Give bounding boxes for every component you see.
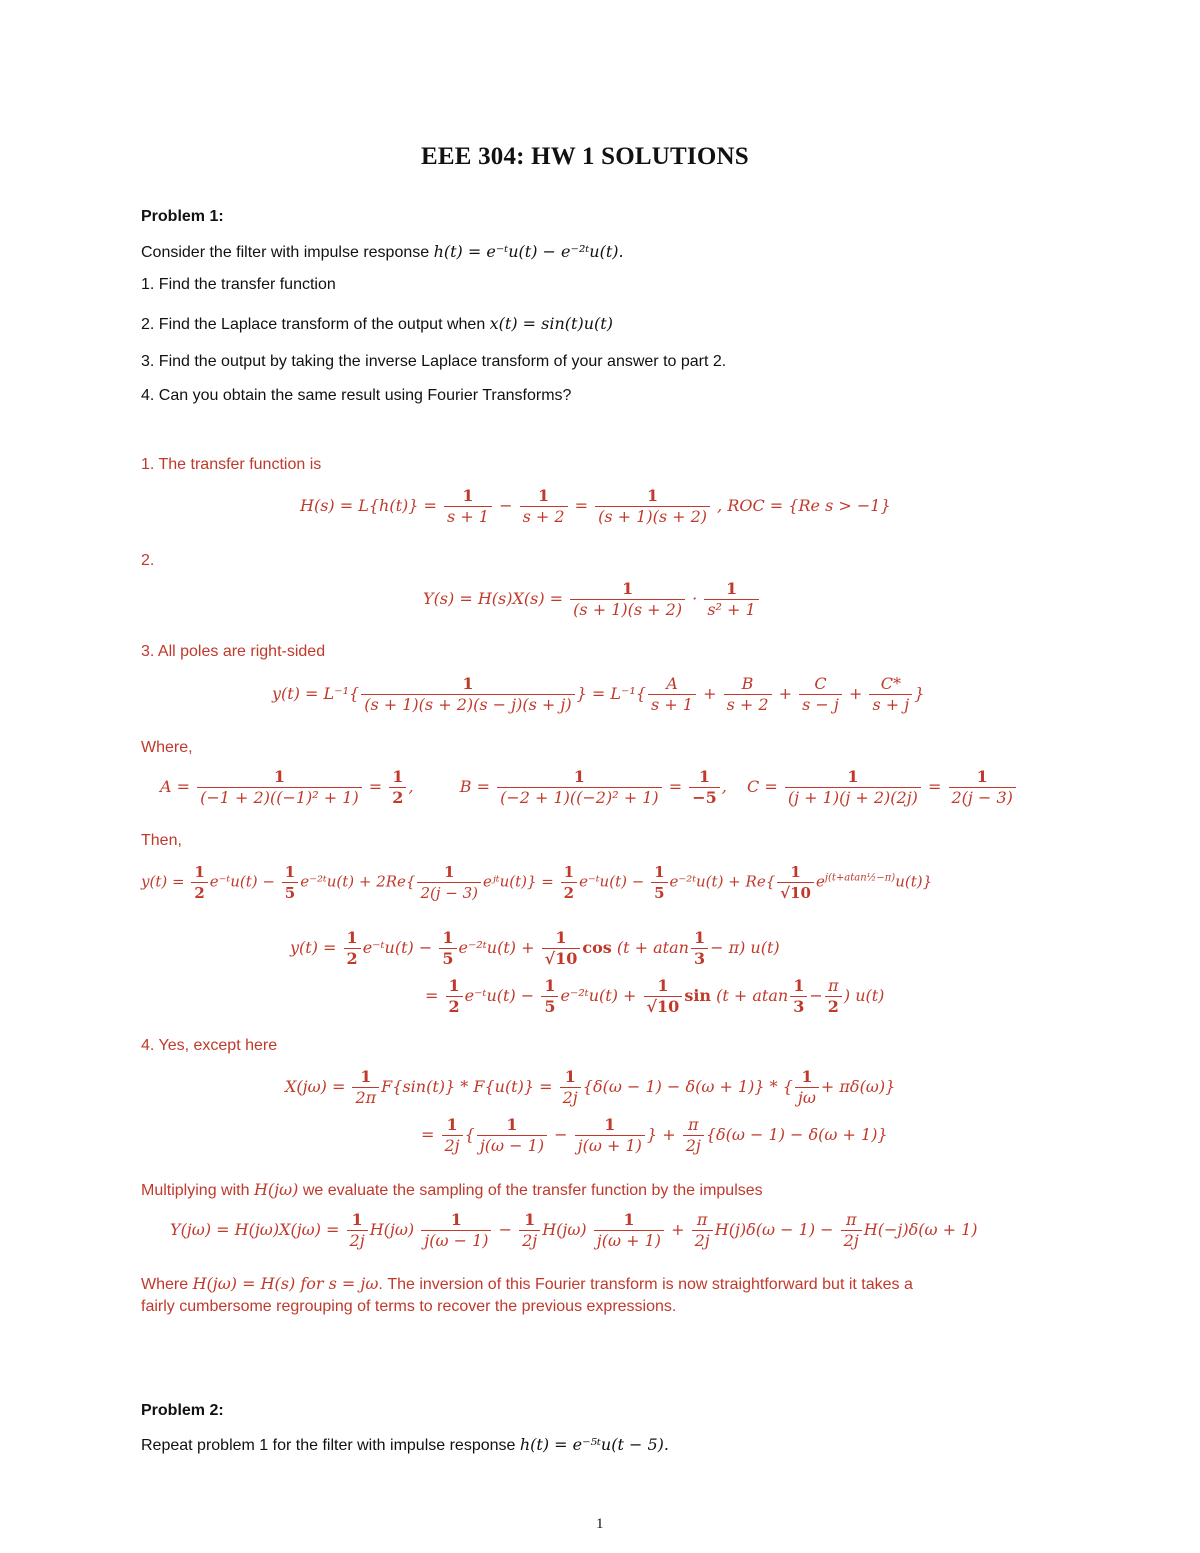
equation-fourier-y [170,1210,978,1251]
denominator: √10 [646,997,680,1016]
numerator: π [692,1210,713,1231]
denominator: 2j [685,1136,701,1155]
numerator: 1 [347,1210,368,1231]
denominator: 2 [194,884,205,902]
numerator: 1 [541,976,558,997]
operator: = [928,777,942,796]
denominator: 2 [563,884,575,902]
numerator: 1 [689,767,720,788]
equation-output-line-2 [290,928,780,969]
fraction [389,767,406,808]
operator: − [499,496,513,515]
denominator: 5 [442,949,454,968]
eq2-lhs: Y(s) = H(s)X(s) = [423,589,564,608]
fraction [347,1210,368,1251]
numerator: 1 [439,928,456,949]
coef-c-lhs: C = [747,777,778,796]
solution-2-label: 2. [141,552,155,569]
fraction [795,1067,819,1108]
numerator: 1 [594,1210,664,1231]
denominator: 3 [693,949,706,968]
numerator: 1 [519,1210,540,1231]
equation-coefficients [160,767,1018,808]
x2-lhs: = [421,1125,435,1144]
fraction [644,976,683,1017]
term: H(j)δ(ω − 1) − [714,1220,834,1239]
fraction [344,928,361,969]
sin-function: sin [684,986,712,1005]
numerator: 1 [446,976,463,997]
question-2 [141,314,613,334]
yj-lhs: Y(jω) = H(jω)X(jω) = [170,1220,340,1239]
operator: − [498,1220,512,1239]
fraction [560,1067,581,1108]
term: H(jω) [542,1220,587,1239]
denominator: s − j [802,695,839,714]
denominator: 2(j − 3) [420,884,479,902]
denominator: −5 [692,788,717,807]
fraction [691,928,708,969]
numerator: 1 [197,767,362,788]
eq3-lhs: y(t) = L⁻¹{ [272,684,360,703]
fraction [648,674,696,715]
fraction [352,1067,379,1108]
denominator: j(ω − 1) [424,1231,489,1250]
fraction [575,1115,645,1156]
numerator: 1 [595,486,710,507]
numerator: 1 [442,1115,463,1136]
then-label: Then, [141,832,182,849]
y3-lhs: = [425,986,439,1005]
fraction [197,767,362,808]
numerator: 1 [949,767,1016,788]
problem-2-heading: Problem 2: [141,1402,224,1419]
question-4: 4. Can you obtain the same result using Fourier Transforms? [141,387,572,404]
denominator: s + 1 [651,695,693,714]
term: − π) u(t) [710,938,780,957]
equation-output-line-3 [425,976,884,1017]
fraction [477,1115,547,1156]
term: e⁻ᵗu(t) − [362,938,433,957]
denominator: 2j [694,1231,710,1250]
numerator: 1 [644,976,683,997]
where2-math: H(jω) = H(s) for s = jω [192,1274,379,1293]
term: eʲᵗu(t)} = [483,872,554,891]
term: ) u(t) [843,986,885,1005]
where-label: Where, [141,739,193,756]
numerator: 1 [421,1210,491,1231]
numerator: B [724,674,772,695]
equation-transfer-function [300,486,891,527]
numerator: 1 [542,928,581,949]
exponent: j(t+atan½−π) [824,872,896,884]
denominator: 2 [827,997,839,1016]
eq1-lhs: H(s) = L{h(t)} = [300,496,437,515]
coef-b-lhs: B = [459,777,490,796]
denominator: s + 2 [726,695,769,714]
numerator: C [799,674,842,695]
numerator: π [683,1115,704,1136]
denominator: s + 1 [447,507,489,526]
denominator: 2 [448,997,460,1016]
denominator: 2j [522,1231,538,1250]
problem-1-heading: Problem 1: [141,208,224,225]
impulse-response-math: h(t) = e⁻ᵗu(t) − e⁻²ᵗu(t). [433,242,624,261]
problem-2-statement [141,1435,669,1455]
numerator: 1 [651,862,667,883]
question-3: 3. Find the output by taking the inverse Laplace transform of your answer to part 2. [141,353,727,370]
denominator: (s + 1)(s + 2) [573,600,683,619]
multiplying-text [141,1180,763,1200]
denominator: 2 [392,788,404,807]
denominator: j(ω + 1) [577,1136,642,1155]
denominator: √10 [544,949,578,968]
fraction [519,1210,540,1251]
fraction [777,862,814,903]
fraction [949,767,1016,808]
term: {δ(ω − 1) − δ(ω + 1)} * { [582,1077,793,1096]
term: e⁻²ᵗu(t) + 2Re{ [300,872,416,891]
numerator: 1 [560,1067,581,1088]
fraction [790,976,807,1017]
numerator: 1 [520,486,568,507]
term: e⁻ᵗu(t) − [209,872,275,891]
numerator: 1 [477,1115,547,1136]
equation-fourier-x-line-2 [421,1115,888,1156]
brace: } [914,684,925,703]
numerator: 1 [691,928,708,949]
fraction [841,1210,862,1251]
numerator: 1 [352,1067,379,1088]
where-final-text-line-2: fairly cumbersome regrouping of terms to recover the previous expressions. [141,1298,677,1315]
term: H(jω) [369,1220,415,1239]
denominator: s + 2 [522,507,565,526]
brace: { [464,1125,475,1144]
denominator: 2j [562,1088,578,1107]
term: u(t)} [895,872,933,891]
term: e⁻²ᵗu(t) + [458,938,535,957]
fraction [541,976,558,1017]
denominator: 5 [284,884,296,902]
x1-lhs: X(jω) = [285,1077,346,1096]
problem-2-text: Repeat problem 1 for the filter with impulse response [141,1437,520,1454]
term: + πδ(ω)} [820,1077,896,1096]
fraction [689,767,720,808]
fraction [439,928,456,969]
numerator: 1 [561,862,577,883]
numerator: 1 [389,767,406,788]
fraction [595,486,710,527]
fraction [282,862,298,903]
numerator: π [841,1210,862,1231]
page-title: EEE 304: HW 1 SOLUTIONS [421,143,749,170]
problem-2-math: h(t) = e⁻⁵ᵗu(t − 5). [519,1435,669,1454]
term: e [815,872,825,891]
question-2-text: 2. Find the Laplace transform of the output when [141,316,490,333]
where2-text: Where [141,1276,193,1293]
numerator: 1 [795,1067,819,1088]
mult-text-suffix: we evaluate the sampling of the transfer function by the impulses [298,1182,763,1199]
fraction [683,1115,704,1156]
denominator: 5 [654,884,665,902]
operator: + [703,684,717,703]
y1-lhs: y(t) = [141,872,185,891]
fraction [497,767,662,808]
where2-text-suffix: . The inversion of this Fourier transform is now straightforward but it takes a [378,1276,913,1293]
term: {δ(ω − 1) − δ(ω + 1)} [705,1125,888,1144]
fraction [520,486,568,527]
solution-1-label: 1. The transfer function is [141,456,322,473]
fraction [417,862,481,903]
denominator: j(ω + 1) [596,1231,662,1250]
coef-a-lhs: A = [160,777,191,796]
fraction [570,579,685,620]
page-number: 1 [596,1516,604,1532]
equation-inverse-laplace [272,674,924,715]
fraction [869,674,912,715]
numerator: C* [869,674,912,695]
operator: = [668,777,683,796]
denominator: 2π [355,1088,377,1107]
numerator: 1 [282,862,298,883]
term: (t + atan [716,986,789,1005]
denominator: 2j [349,1231,365,1250]
numerator: 1 [344,928,361,949]
numerator: 1 [777,862,814,883]
denominator: j(ω − 1) [479,1136,545,1155]
fraction [442,1115,463,1156]
denominator: 2j [843,1231,859,1250]
problem-1-statement [141,242,624,262]
fraction [594,1210,664,1251]
question-2-math: x(t) = sin(t)u(t) [489,314,613,333]
operator: = [368,777,383,796]
fraction [421,1210,491,1251]
equation-output-laplace [423,579,761,620]
statement-text: Consider the filter with impulse response [141,244,434,261]
roc: , ROC = {Re s > −1} [717,496,891,515]
denominator: (s + 1)(s + 2)(s − j)(s + j) [364,695,572,714]
fraction [799,674,842,715]
denominator: (−2 + 1)((−2)² + 1) [500,788,659,807]
term: H(−j)δ(ω + 1) [863,1220,978,1239]
fraction [692,1210,713,1251]
denominator: s + j [872,695,910,714]
operator: + [778,684,793,703]
fraction [825,976,842,1017]
denominator: 2 [346,949,358,968]
term: e⁻²ᵗu(t) + Re{ [669,872,776,891]
denominator: 5 [544,997,556,1016]
solution-4-label: 4. Yes, except here [141,1037,278,1054]
term: } + [646,1125,676,1144]
numerator: A [648,674,696,695]
fraction [542,928,581,969]
operator: · [692,589,698,608]
term: e⁻ᵗu(t) − [464,986,535,1005]
question-1: 1. Find the transfer function [141,276,336,293]
numerator: 1 [444,486,492,507]
equation-fourier-x-line-1 [285,1067,895,1108]
numerator: 1 [785,767,921,788]
fraction [361,674,574,715]
numerator: 1 [570,579,685,600]
denominator: 2(j − 3) [951,788,1013,807]
comma: , [408,777,414,796]
operator: − [554,1125,568,1144]
fraction [191,862,207,903]
y2-lhs: y(t) = [290,938,337,957]
comma: , [721,777,727,796]
fraction [446,976,463,1017]
mult-math: H(jω) [253,1180,299,1199]
numerator: 1 [575,1115,645,1136]
denominator: √10 [780,884,811,902]
fraction [724,674,772,715]
fraction [651,862,667,903]
fraction [444,486,492,527]
denominator: (−1 + 2)((−1)² + 1) [200,788,359,807]
numerator: π [825,976,842,997]
fraction [704,579,758,620]
numerator: 1 [361,674,574,695]
fraction [785,767,921,808]
operator: − [809,986,823,1005]
term: e⁻ᵗu(t) − [579,872,645,891]
denominator: (s + 1)(s + 2) [598,507,708,526]
where-final-text [141,1274,913,1294]
equation-output-line-1 [141,862,932,903]
numerator: 1 [417,862,481,883]
fraction [561,862,577,903]
operator: = [574,496,589,515]
numerator: 1 [704,579,758,600]
eq3-mid: } = L⁻¹{ [576,684,646,703]
mult-text: Multiplying with [141,1182,254,1199]
denominator: s² + 1 [707,600,756,619]
solution-3-label: 3. All poles are right-sided [141,643,326,660]
term: e⁻²ᵗu(t) + [560,986,637,1005]
denominator: (j + 1)(j + 2)(2j) [787,788,918,807]
numerator: 1 [497,767,662,788]
numerator: 1 [191,862,207,883]
denominator: 3 [793,997,805,1016]
denominator: 2j [444,1136,460,1155]
operator: + [848,684,863,703]
denominator: jω [797,1088,816,1107]
operator: + [671,1220,685,1239]
term: F{sin(t)} * F{u(t)} = [381,1077,553,1096]
term: (t + atan [616,938,689,957]
numerator: 1 [790,976,807,997]
cos-function: cos [582,938,612,957]
